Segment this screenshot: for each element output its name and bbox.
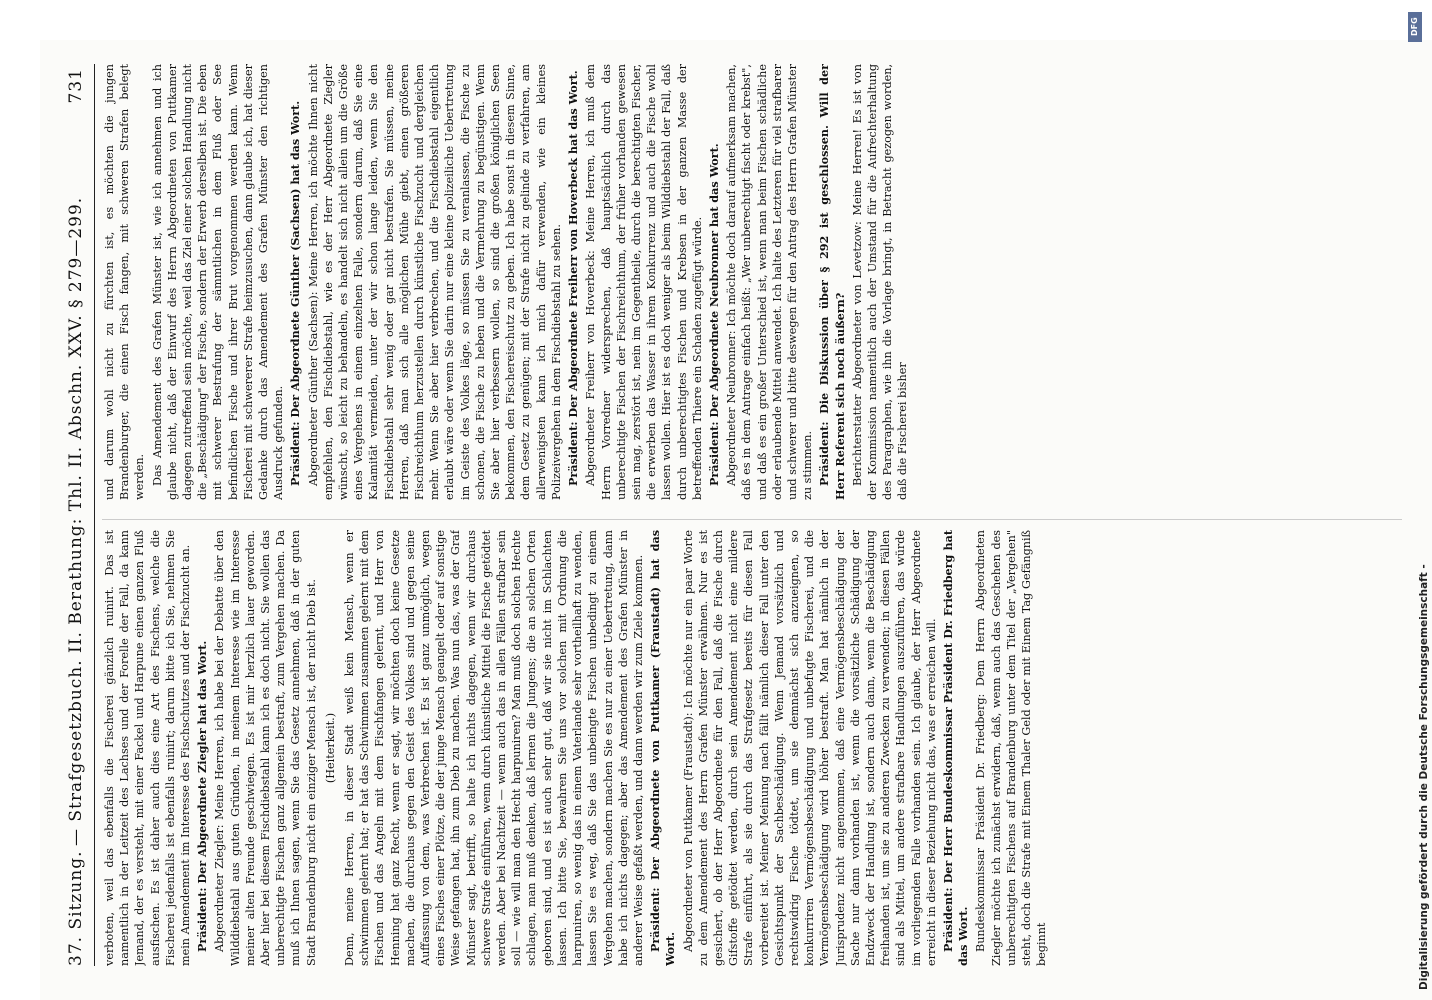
paragraph: Abgeordneter Neubronner: Ich möchte doch darauf aufmerksam machen, daß es in dem Antrage einfach heißt: „Wer unberechtigt fischt oder krebst", und daß es ein großer Unterschied ist, wenn man beim Fischen schädliche oder erlaubende Mittel anwendet. Ich halte des Letzteren für viel strafbarer und schwerer und bitte deswegen für den Antrag des Herrn Grafen Münster zu stimmen. [725, 64, 815, 500]
speaker-line: Präsident: Der Abgeordnete Ziegler hat das Wort. [195, 640, 210, 952]
session-label: 37. Sitzung. [66, 850, 86, 966]
document-page [40, 40, 1432, 1000]
right-column [102, 64, 1402, 500]
speaker-line: Präsident: Der Abgeordnete Neubronner hat das Wort. [706, 143, 721, 486]
section-title: — Strafgesetzbuch. II. Berathung: Thl. II. Abschn. XXV. § 279—299. [66, 196, 86, 846]
paragraph: Das Amendement des Grafen Münster ist, wie ich annehmen und ich glaube nicht, daß der Einwurf des Herrn Abgeordneten von Puttkamer dagegen zutreffend sein möchte, weil das Ziel einer solchen Handlung nicht die „Beschädigung" der Fische, sondern der Erwerb derselben ist. Die eben mit schwerer Bestrafung der sämmtlichen in dem Fluß oder See befindlichen Fische und ihrer Brut vorgenommen werden kann. Wenn Fischerei mit schwererer Strafe heimzusuchen, dann glaube ich, hat dieser Gedanke durch das Amendement des Grafen Münster den richtigen Ausdruck gefunden. [150, 64, 286, 500]
speaker-line: Präsident: Der Abgeordnete von Puttkamer (Fraustadt) hat das Wort. [648, 530, 678, 966]
speaker-line: Präsident: Der Herr Bundeskommissar Präsident Dr. Friedberg hat das Wort. [940, 530, 971, 966]
page-number: 731 [66, 68, 86, 104]
paragraph: Bundeskommissar Präsident Dr. Friedberg: Dem Herrn Abgeordneten Ziegler möchte ich zunächst erwidern, daß, wenn auch das Geschehen des unberechtigten Fischens auf Brandenburg unter dem Titel der „Vergehen" steht, doch die Strafe mit Einem Thaler Geld oder mit Einem Tag Gefängniß beginnt [974, 530, 1049, 966]
paragraph: Abgeordneter Freiherr von Hoverbeck: Meine Herren, ich muß dem Herrn Vorredner widersprechen, daß hauptsächlich durch das unberechtigte Fischen der Fischreichthum, der früher vorhanden gewesen sein mag, zerstört ist, nein im Gegentheile, durch die berechtigten Fischer, die erwerben das Wasser in ihrem Konkurrenz und auch die Fische wohl lassen wollen. Hier ist es doch weniger als beim Wilddiebstahl der Fall, daß durch unberechtigtes Fischen und Krebsen in der ganzen Masse der betreffenden Thiere ein Schaden zugefügt würde. [584, 64, 704, 500]
speaker-line: Präsident: Der Abgeordnete Freiherr von Hoverbeck hat das Wort. [566, 70, 581, 486]
paragraph: (Heiterkeit.) [323, 712, 337, 784]
left-column [102, 530, 1402, 966]
paragraph: Abgeordneter Günther (Sachsen): Meine Herren, ich möchte Ihnen nicht empfehlen, den Fischdiebstahl, wie es der Herr Abgeordnete Ziegler wünscht, so leicht zu behandeln, es handelt sich nicht allein um die Größe eines Vergehens in einem einzelnen Falle, sondern darum, daß Sie eine Kalamität vermeiden, unter der wir schon lange leiden, wenn Sie den Fischdiebstahl sehr wenig oder gar nicht bestrafen. Sie müssen, meine Herren, daß man sich alle möglichen Mühe giebt, einen größeren Fischreichthum herzustellen durch künstliche Fischzucht und dergleichen mehr. Wenn Sie aber hier verbrechen, und die Fischdiebstahl eigentlich erlaubt wäre oder wenn Sie darin nur eine kleine polizeiliche Uebertretung im Geiste des Volkes läge, so müssen Sie zu veranlassen, die Fische zu schonen, die Fische zu heben und die Vermehrung zu begünstigen. Wenn Sie aber hier verbessern wollen, so sind die großen königlichen Seen bekommen, den Fischereischutz zu geben. Ich habe sonst in diesem Sinne, dem Gesetz zu genügen; mit der Strafe nicht zu gelinde zu verfahren, am allerwenigsten kann ich mich dafür verwenden, wie ein kleines Polizeivergehen in dem Fischdiebstahl zu sehen. [306, 64, 563, 500]
speaker-line: Präsident: Die Diskussion über § 292 ist geschlossen. Will der Herr Referent sich noch äußern? [817, 64, 847, 500]
credit-text: Digitalisierung gefördert durch die Deutsche Forschungsgemeinschaft - [1418, 564, 1430, 990]
paragraph: und darum wohl nicht zu fürchten ist, es möchten die jungen Brandenburger, die einen Fisch fangen, mit schweren Strafen belegt werden. [103, 64, 147, 500]
dfg-logo: DFG [1408, 12, 1422, 42]
running-header [58, 64, 95, 966]
speaker-line: Präsident: Der Abgeordnete Günther (Sachsen) hat das Wort. [288, 100, 303, 486]
paragraph: Denn, meine Herren, in dieser Stadt weiß kein Mensch, wenn er schwimmen gelernt hat; er hat das Schwimmen zusammen gelernt mit dem Fischen und das Angeln mit dem Fischfangen gelernt, und Herr von Henning hat ganz Recht, wenn er sagt, wir möchten doch keine Gesetze machen, die durchaus gegen den Geist des Volkes sind und gegen seine Auffassung von dem, was Verbrechen ist. Es ist ganz unmöglich, wegen eines Fisches einer Plötze, die der junge Mensch geangelt oder auf sonstige Weise gefangen hat, ihn zum Dieb zu machen. Was nun das, was der Graf Münster sagt, betrifft, so halte ich nichts dagegen, wenn wir durchaus schwere Strafe einführen, wenn durch künstliche Mittel die Fische getödtet werden. Aber bei Nachtzeit — wenn auch das in allen Fällen strafbar sein soll — wie will man den Hecht harpuniren? Man muß doch solchen Hechte schlagen, man muß denken, daß lernen die Jungens; die an solchen Orten geboren sind, und es ist auch sehr gut, daß wir sie nicht im Schlachten lassen. Ich bitte Sie, bewahren Sie uns vor solchen mit Ordnung die harpuniren, so wenig das in einem Vaterlande sehr vortheilhaft zu wenden, lassen Sie es weg, daß Sie das unbeingte Fischen unbedingt zu einem Vergehen machen, sondern machen Sie es nur zu einer Uebertretung, dann habe ich nichts dagegen; aber das Amendement des Grafen Münster in anderer Weise gefaßt werden, und dann werden wir zum Ziele kommen. [343, 530, 645, 966]
paragraph: Berichterstatter Abgeordneter von Levetzow: Meine Herren! Es ist von der Kommission namentlich auch der Umstand für die Aufrechterhaltung des Paragraphen, wie ihn die Vorlage bringt, in Betracht gezogen worden, daß die Fischerei bisher [850, 64, 910, 500]
paragraph: Abgeordneter von Puttkamer (Fraustadt): Ich möchte nur ein paar Worte zu dem Amendement des Herrn Grafen Münster erwähnen. Nur es ist gesichert, ob der Herr Abgeordnete für den Fall, daß die Fische durch Gifstoffe getödtet werden, durch sein Amendement nicht eine mildere Strafe einführt, als sie durch das Strafgesetz bereits für diesen Fall vorbereitet ist. Meiner Meinung nach fällt nämlich dieser Fall unter den Gesichtspunkt der Sachbeschädigung. Wenn Jemand vorsätzlich und rechtswidrig Fische tödtet, um sie demnächst sich anzueignen, so konkurriren Vermögensbeschädigung und unbefugte Fischerei, und die Vermögensbeschädigung wird höher bestraft. Man hat nämlich in der Jurisprudenz nicht angenommen, daß eine Vermögensbeschädigung der Sache nur dann vorhanden ist, wenn die vorsätzliche Schädigung der Endzweck der Handlung ist, sondern auch dann, wenn die Beschädigung freihanden ist, um sie zu anderen Zwecken zu verwenden; in diesen Fällen sind als Mittel, um andere strafbare Handlungen auszuführen, das würde im vorliegenden Falle vorhanden sein. Ich glaube, der Herr Abgeordnete erreicht in dieser Beziehung nicht das, was er erreichen will. [681, 530, 938, 966]
digitization-credit [1400, 0, 1430, 1000]
paragraph: Abgeordneter Ziegler: Meine Herren, ich habe bei der Debatte über den Wilddiebstahl aus guten Gründen, in meinem Interesse wie im Interesse meiner alten Freunde geschwiegen. Es ist mir herzlich lauer geworden. Aber hier bei diesem Fischdiebstahl kann ich es doch nicht. Sie wollen das unberechtigte Fischen ganz allgemein bestraft, zum Vergehen machen. Da muß ich Ihnen sagen, wenn Sie das Gesetz annehmen, daß in der guten Stadt Brandenburg nicht ein einziger Mensch ist, der nicht Dieb ist. [213, 530, 318, 966]
paragraph: verboten, weil das ebenfalls die Fischerei gänzlich ruinirt. Das ist namentlich in der Leitzeit des Lachses und der Forelle der Fall, da kann Jemand, der es versteht, mit einer Fackel und Harpune einen ganzen Fluß ausfischen. Es ist daher auch dies eine Art des Fischens, welche die Fischerei jedenfalls ist ebenfalls ruinirt; darum bitte ich Sie, nehmen Sie mein Amendement im Interesse des Fischschutzes und der Fischzucht an. [103, 530, 193, 966]
column-divider [102, 519, 1402, 520]
